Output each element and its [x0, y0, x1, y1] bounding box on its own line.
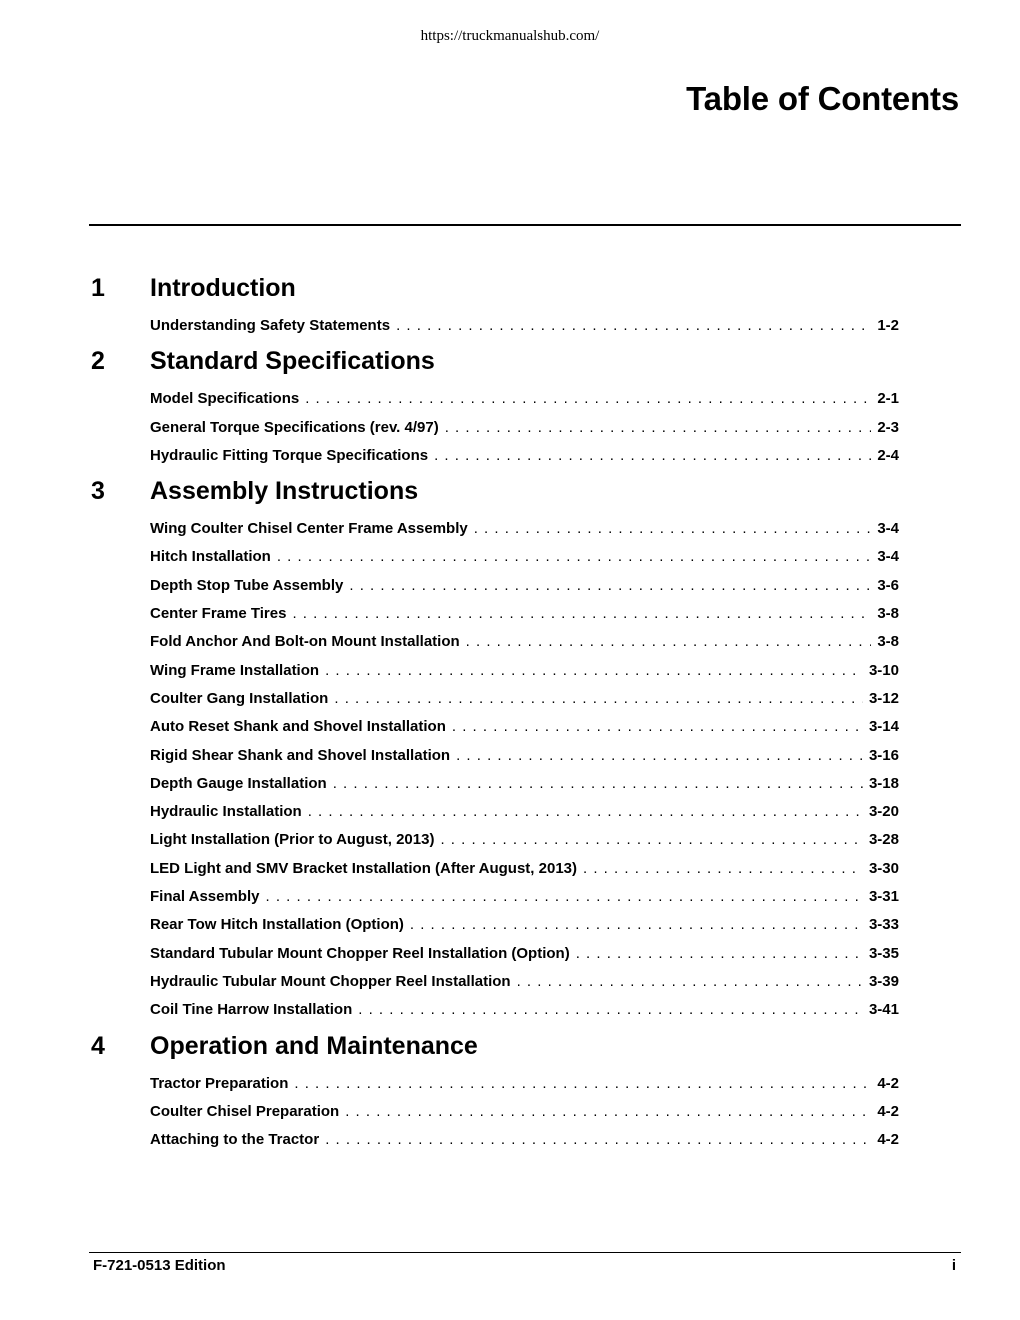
toc-entry-page: 3-18 [868, 774, 899, 792]
toc-entry[interactable] [150, 775, 899, 803]
toc-entry-title: Depth Stop Tube Assembly [150, 576, 344, 594]
chapter-entries [150, 1075, 899, 1160]
toc-entry-title: Attaching to the Tractor [150, 1131, 320, 1149]
chapter-number: 3 [91, 477, 105, 506]
toc-entry-page: 3-10 [868, 661, 899, 679]
dot-leader [325, 1131, 871, 1148]
toc-entry[interactable] [150, 803, 899, 831]
toc-entry-page: 2-3 [877, 418, 899, 436]
toc-entry-title: Depth Gauge Installation [150, 774, 327, 792]
toc-entry[interactable] [150, 447, 899, 475]
chapter-heading[interactable] [89, 477, 899, 518]
toc-entry-page: 3-6 [877, 576, 899, 594]
chapter-title: Introduction [150, 274, 296, 302]
toc-entry-title: Wing Frame Installation [150, 661, 320, 679]
toc-entry[interactable] [150, 690, 899, 718]
toc-entry-title: Center Frame Tires [150, 605, 287, 623]
toc-entry[interactable] [150, 860, 899, 888]
toc-entry[interactable] [150, 718, 899, 746]
dot-leader [325, 662, 863, 679]
toc-entry-title: Model Specifications [150, 390, 300, 408]
dot-leader [308, 803, 863, 820]
dot-leader [294, 1075, 871, 1092]
chapter-heading[interactable] [89, 274, 899, 315]
toc-entry[interactable] [150, 747, 899, 775]
dot-leader [349, 577, 871, 594]
dot-leader [277, 548, 871, 565]
toc-entry[interactable] [150, 390, 899, 418]
toc-entry-title: Understanding Safety Statements [150, 317, 391, 334]
dot-leader [396, 317, 871, 334]
toc-entry[interactable] [150, 831, 899, 859]
toc-entry-title: Hydraulic Tubular Mount Chopper Reel Installation [150, 972, 511, 990]
toc-entry[interactable] [150, 1131, 899, 1159]
chapter-title: Standard Specifications [150, 347, 435, 376]
chapter-entries [150, 317, 899, 345]
dot-leader [292, 605, 871, 622]
dot-leader [583, 860, 863, 877]
toc-entry-title: Hydraulic Fitting Torque Specifications [150, 446, 429, 464]
toc-entry-page: 3-16 [868, 746, 899, 764]
dot-leader [456, 747, 863, 764]
toc-entry-page: 3-39 [868, 972, 899, 990]
toc-entry-page: 3-35 [868, 944, 899, 962]
toc-entry-title: Standard Tubular Mount Chopper Reel Installation (Option) [150, 944, 570, 962]
footer-page-number: i [951, 1257, 956, 1274]
dot-leader [466, 633, 872, 650]
toc-entry-page: 1-2 [877, 317, 899, 334]
table-of-contents [89, 274, 899, 1159]
toc-entry[interactable] [150, 577, 899, 605]
dot-leader [576, 945, 863, 962]
toc-entry[interactable] [150, 605, 899, 633]
toc-entry-title: Tractor Preparation [150, 1074, 289, 1092]
dot-leader [358, 1001, 863, 1018]
toc-entry-page: 3-8 [877, 605, 899, 623]
chapter-number: 4 [91, 1031, 105, 1060]
toc-entry-page: 3-14 [868, 718, 899, 736]
toc-entry-title: General Torque Specifications (rev. 4/97) [150, 418, 439, 436]
dot-leader [434, 447, 871, 464]
toc-entry[interactable] [150, 888, 899, 916]
dot-leader [440, 831, 863, 848]
toc-entry-page: 3-31 [868, 888, 899, 906]
toc-entry-title: Coulter Gang Installation [150, 689, 329, 707]
toc-entry-title: Coil Tine Harrow Installation [150, 1001, 353, 1019]
toc-entry-title: LED Light and SMV Bracket Installation (After August, 2013) [150, 859, 578, 877]
toc-entry[interactable] [150, 633, 899, 661]
toc-entry-title: Hitch Installation [150, 548, 271, 566]
toc-entry-page: 2-1 [877, 390, 899, 408]
dot-leader [305, 390, 871, 407]
toc-entry-page: 3-30 [868, 859, 899, 877]
toc-entry-page: 3-28 [868, 831, 899, 849]
toc-entry[interactable] [150, 916, 899, 944]
page-title: Table of Contents [686, 80, 959, 117]
toc-entry-page: 3-41 [868, 1001, 899, 1019]
toc-entry-title: Wing Coulter Chisel Center Frame Assembly [150, 520, 468, 538]
toc-entry-title: Hydraulic Installation [150, 803, 302, 821]
toc-entry[interactable] [150, 662, 899, 690]
chapter-title: Assembly Instructions [150, 477, 419, 506]
toc-entry[interactable] [150, 973, 899, 1001]
dot-leader [333, 775, 863, 792]
header-divider [89, 224, 961, 226]
toc-entry[interactable] [150, 945, 899, 973]
toc-entry[interactable] [150, 548, 899, 576]
dot-leader [474, 520, 872, 537]
toc-entry-page: 2-4 [877, 446, 899, 464]
toc-entry-title: Light Installation (Prior to August, 2013) [150, 831, 435, 849]
toc-entry-title: Fold Anchor And Bolt-on Mount Installation [150, 633, 460, 651]
toc-entry-page: 4-2 [877, 1102, 899, 1120]
chapter-heading[interactable] [89, 1032, 899, 1073]
toc-entry-page: 4-2 [877, 1074, 899, 1092]
toc-entry-page: 3-20 [868, 803, 899, 821]
toc-entry[interactable] [150, 1103, 899, 1131]
dot-leader [445, 419, 872, 436]
toc-entry[interactable] [150, 520, 899, 548]
chapter-section [89, 477, 899, 1029]
dot-leader [517, 973, 863, 990]
toc-entry-page: 3-8 [877, 633, 899, 651]
toc-entry-page: 3-4 [877, 548, 899, 566]
toc-entry-title: Rigid Shear Shank and Shovel Installation [150, 746, 451, 764]
toc-entry[interactable] [150, 1001, 899, 1029]
chapter-entries [150, 520, 899, 1029]
toc-entry-title: Auto Reset Shank and Shovel Installation [150, 718, 446, 736]
chapter-section [89, 1032, 899, 1160]
toc-entry-title: Rear Tow Hitch Installation (Option) [150, 916, 404, 934]
source-url[interactable]: https://truckmanualshub.com/ [420, 28, 600, 44]
chapter-entries [150, 390, 899, 475]
dot-leader [410, 916, 863, 933]
chapter-number: 1 [91, 274, 105, 302]
chapter-heading[interactable] [89, 347, 899, 388]
toc-entry[interactable] [150, 317, 899, 345]
dot-leader [345, 1103, 871, 1120]
toc-entry-page: 3-4 [877, 520, 899, 538]
toc-entry-title: Final Assembly [150, 888, 260, 906]
toc-entry-page: 3-12 [868, 689, 899, 707]
toc-entry-page: 4-2 [877, 1131, 899, 1149]
dot-leader [265, 888, 862, 905]
chapter-section [89, 274, 899, 345]
chapter-number: 2 [91, 347, 105, 376]
dot-leader [452, 718, 863, 735]
toc-entry-title: Coulter Chisel Preparation [150, 1102, 340, 1120]
chapter-title: Operation and Maintenance [150, 1031, 478, 1060]
chapter-section [89, 347, 899, 475]
toc-entry-page: 3-33 [868, 916, 899, 934]
toc-entry[interactable] [150, 419, 899, 447]
footer-edition: F-721-0513 Edition [93, 1257, 226, 1274]
dot-leader [334, 690, 863, 707]
toc-entry[interactable] [150, 1075, 899, 1103]
footer-divider [89, 1252, 961, 1253]
